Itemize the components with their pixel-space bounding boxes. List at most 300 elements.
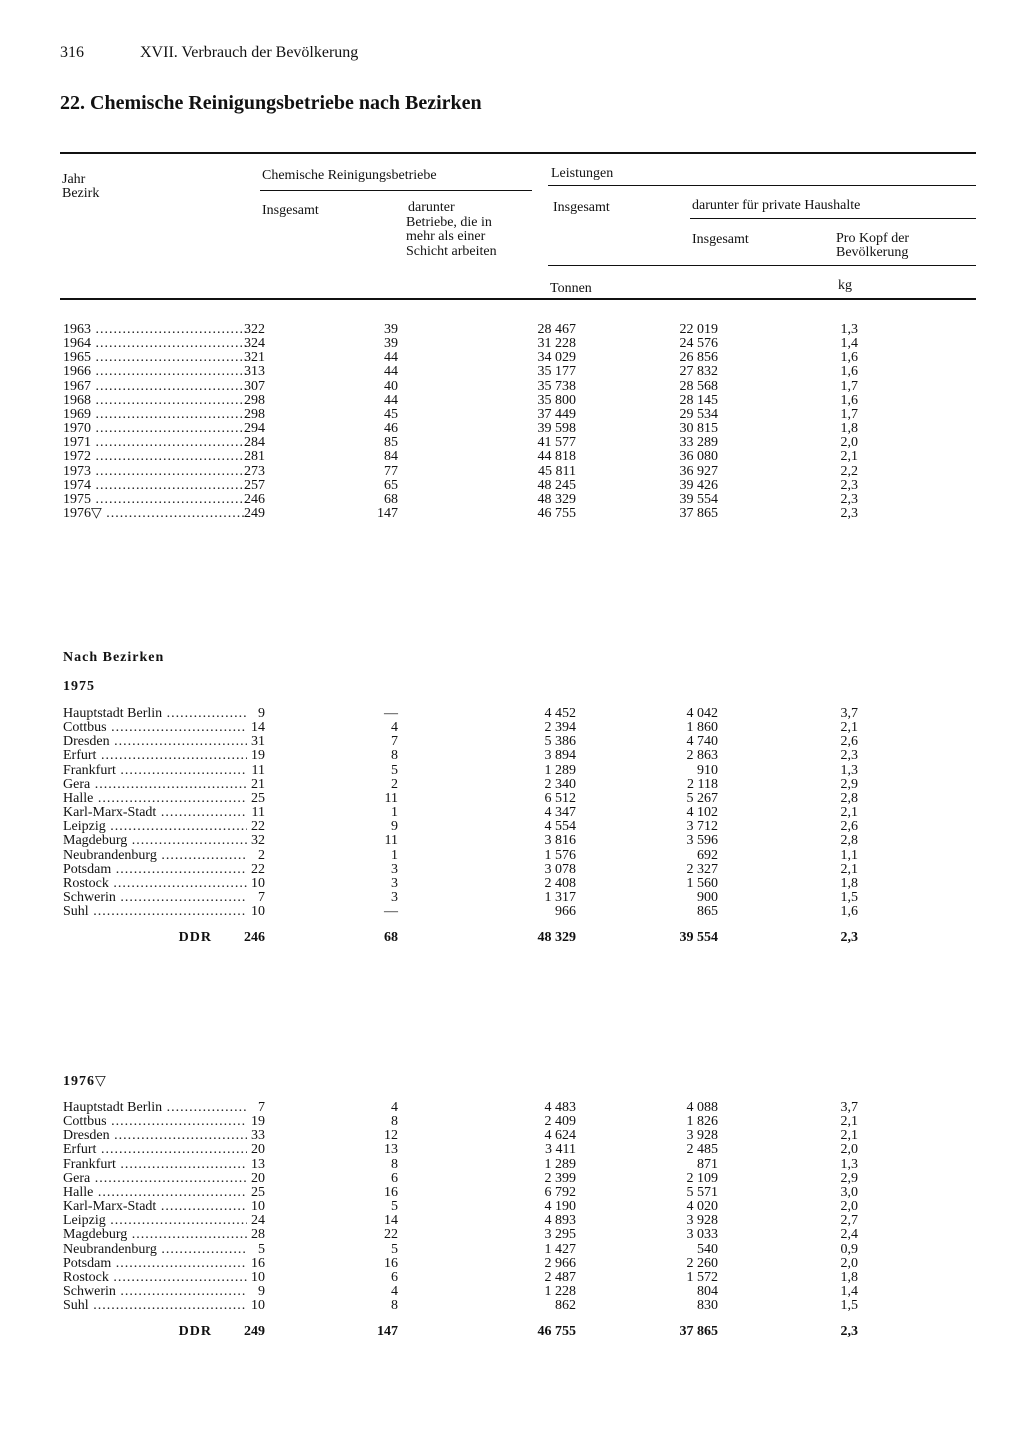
pro-kopf: 2,4 xyxy=(840,1227,858,1243)
table-row xyxy=(0,849,1000,863)
leistungen-insgesamt: 4 554 xyxy=(544,819,576,835)
leistungen-insgesamt: 28 467 xyxy=(537,322,576,337)
row-label: 1963 ..... xyxy=(63,323,247,337)
table-row xyxy=(0,863,1000,877)
leistungen-insgesamt: 4 483 xyxy=(544,1100,576,1115)
leistungen-insgesamt: 48 245 xyxy=(537,477,576,493)
table-row xyxy=(0,877,1000,891)
betriebe-insgesamt: 321 xyxy=(244,350,265,366)
pro-kopf: 1,6 xyxy=(840,364,858,380)
haushalte-insgesamt: 4 020 xyxy=(686,1199,718,1215)
table-row xyxy=(0,806,1000,820)
pro-kopf: 1,6 xyxy=(840,350,858,366)
pro-kopf: 3,7 xyxy=(840,1100,858,1115)
table-row xyxy=(0,365,1000,379)
betriebe-insgesamt: 10 xyxy=(251,1269,265,1285)
haushalte-insgesamt: 4 088 xyxy=(686,1100,718,1115)
leistungen-insgesamt: 41 577 xyxy=(537,435,576,451)
haushalte-insgesamt: 3 928 xyxy=(686,1128,718,1144)
row-label: Magdeburg ..... xyxy=(63,1228,247,1242)
betriebe-insgesamt: 273 xyxy=(244,463,265,479)
pro-kopf: 2,3 xyxy=(840,748,858,764)
page-number: 316 xyxy=(60,44,84,61)
leistungen-insgesamt: 2 394 xyxy=(544,720,576,736)
leistungen-insgesamt: 1 289 xyxy=(544,1156,576,1172)
row-label: 1968 ..... xyxy=(63,394,247,408)
unit-top-rule xyxy=(548,265,976,266)
header-prokopf-2: Bevölkerung xyxy=(836,245,909,260)
row-label: 1969 ..... xyxy=(63,408,247,422)
betriebe-insgesamt: 7 xyxy=(258,889,265,905)
haushalte-insgesamt: 2 485 xyxy=(686,1142,718,1158)
pro-kopf: 2,9 xyxy=(840,776,858,792)
table-row xyxy=(0,1257,1000,1271)
haushalte-insgesamt: 1 560 xyxy=(686,875,718,891)
table-row xyxy=(0,1186,1000,1200)
betriebe-insgesamt: 284 xyxy=(244,435,265,451)
leistungen-insgesamt: 4 190 xyxy=(544,1199,576,1215)
betriebe-insgesamt: 10 xyxy=(251,875,265,891)
leistungen-insgesamt: 4 347 xyxy=(544,805,576,821)
leistungen-insgesamt: 1 427 xyxy=(544,1241,576,1257)
section-nach-bezirken: Nach Bezirken xyxy=(63,650,165,665)
betriebe-insgesamt: 298 xyxy=(244,406,265,422)
betriebe-schicht: 40 xyxy=(384,378,398,394)
haushalte-insgesamt: 1 860 xyxy=(686,720,718,736)
header-leistungen-insgesamt: Insgesamt xyxy=(553,200,610,215)
haushalte-insgesamt: 2 118 xyxy=(687,776,718,792)
betriebe-insgesamt: 22 xyxy=(251,861,265,877)
row-label: Rostock ..... xyxy=(63,1271,247,1285)
leistungen-insgesamt: 31 228 xyxy=(537,336,576,352)
row-label: Erfurt ..... xyxy=(63,1143,247,1157)
pro-kopf: 2,1 xyxy=(840,449,858,465)
leistungen-insgesamt: 3 894 xyxy=(544,748,576,764)
pro-kopf: 1,6 xyxy=(840,904,858,920)
pro-kopf: 1,4 xyxy=(840,1283,858,1299)
betriebe-schicht: 5 xyxy=(391,1199,398,1215)
leistungen-insgesamt: 3 295 xyxy=(544,1227,576,1243)
row-label: Potsdam ..... xyxy=(63,1257,247,1271)
table-row xyxy=(0,422,1000,436)
haushalte-insgesamt: 37 865 xyxy=(679,505,718,521)
betriebe-insgesamt: 249 xyxy=(244,1324,265,1339)
betriebe-schicht: 77 xyxy=(384,463,398,479)
betriebe-insgesamt: 19 xyxy=(251,748,265,764)
pro-kopf: 1,8 xyxy=(840,875,858,891)
table-row xyxy=(0,834,1000,848)
betriebe-schicht: 8 xyxy=(391,1298,398,1314)
leistungen-insgesamt: 2 340 xyxy=(544,776,576,792)
leistungen-insgesamt: 48 329 xyxy=(537,491,576,507)
haushalte-insgesamt: 37 865 xyxy=(679,1324,718,1339)
leistungen-insgesamt: 4 452 xyxy=(544,706,576,721)
pro-kopf: 1,3 xyxy=(840,322,858,337)
row-label: Suhl ..... xyxy=(63,1299,247,1313)
pro-kopf: 2,7 xyxy=(840,1213,858,1229)
leistungen-insgesamt: 2 408 xyxy=(544,875,576,891)
betriebe-schicht: 13 xyxy=(384,1142,398,1158)
betriebe-insgesamt: 246 xyxy=(244,491,265,507)
table-row xyxy=(0,1143,1000,1157)
haushalte-insgesamt: 4 042 xyxy=(686,706,718,721)
betriebe-schicht: 1 xyxy=(391,847,398,863)
betriebe-schicht: 39 xyxy=(384,322,398,337)
leistungen-insgesamt: 1 289 xyxy=(544,762,576,778)
row-label: Karl-Marx-Stadt ..... xyxy=(63,1200,247,1214)
leistungen-insgesamt: 4 893 xyxy=(544,1213,576,1229)
row-label: Karl-Marx-Stadt ..... xyxy=(63,806,247,820)
table-row xyxy=(0,707,1000,721)
table-row xyxy=(0,905,1000,919)
leistungen-insgesamt: 2 409 xyxy=(544,1114,576,1130)
betriebe-insgesamt: 322 xyxy=(244,322,265,337)
betriebe-insgesamt: 10 xyxy=(251,1199,265,1215)
haushalte-insgesamt: 28 145 xyxy=(679,392,718,408)
total-row xyxy=(0,931,1000,945)
row-label: Neubrandenburg ..... xyxy=(63,849,247,863)
header-schicht-1: darunter xyxy=(408,200,455,215)
betriebe-schicht: 44 xyxy=(384,392,398,408)
leistungen-insgesamt: 37 449 xyxy=(537,406,576,422)
row-label: Halle ..... xyxy=(63,792,247,806)
betriebe-schicht: 147 xyxy=(377,505,398,521)
betriebe-schicht: 11 xyxy=(384,790,398,806)
leistungen-insgesamt: 862 xyxy=(555,1298,576,1314)
haushalte-insgesamt: 26 856 xyxy=(679,350,718,366)
betriebe-insgesamt: 25 xyxy=(251,790,265,806)
header-prokopf-1: Pro Kopf der xyxy=(836,231,910,246)
betriebe-schicht: 8 xyxy=(391,1114,398,1130)
haushalte-insgesamt: 30 815 xyxy=(679,421,718,437)
betriebe-schicht: 84 xyxy=(384,449,398,465)
leistungen-insgesamt: 1 228 xyxy=(544,1283,576,1299)
leistungen-insgesamt: 46 755 xyxy=(537,1324,576,1339)
table-title: 22. Chemische Reinigungsbetriebe nach Bezirken xyxy=(60,92,482,114)
betriebe-schicht: 8 xyxy=(391,1156,398,1172)
haushalte-insgesamt: 3 712 xyxy=(686,819,718,835)
block-1976-year: 1976▽ xyxy=(63,1074,107,1089)
row-label: Cottbus ..... xyxy=(63,1115,247,1129)
haushalte-insgesamt: 5 267 xyxy=(686,790,718,806)
leistungen-insgesamt: 1 576 xyxy=(544,847,576,863)
haushalte-insgesamt: 910 xyxy=(697,762,718,778)
leistungen-insgesamt: 2 487 xyxy=(544,1269,576,1285)
betriebe-insgesamt: 313 xyxy=(244,364,265,380)
pro-kopf: 1,3 xyxy=(840,1156,858,1172)
haushalte-insgesamt: 3 033 xyxy=(686,1227,718,1243)
betriebe-schicht: 16 xyxy=(384,1255,398,1271)
header-betriebe-insgesamt: Insgesamt xyxy=(262,203,319,218)
betriebe-insgesamt: 32 xyxy=(251,833,265,849)
table-row xyxy=(0,1285,1000,1299)
betriebe-insgesamt: 257 xyxy=(244,477,265,493)
pro-kopf: 1,7 xyxy=(840,406,858,422)
pro-kopf: 2,3 xyxy=(840,1324,858,1339)
haushalte-insgesamt: 5 571 xyxy=(686,1184,718,1200)
row-label: Dresden ..... xyxy=(63,735,247,749)
table-row xyxy=(0,1115,1000,1129)
haushalte-insgesamt: 804 xyxy=(697,1283,718,1299)
header-leistungen-group: Leistungen xyxy=(551,166,614,181)
chapter-title: XVII. Verbrauch der Bevölkerung xyxy=(140,44,359,61)
header-jahr: Jahr xyxy=(62,172,86,187)
row-label: Halle ..... xyxy=(63,1186,247,1200)
haushalte-insgesamt: 2 863 xyxy=(686,748,718,764)
betriebe-insgesamt: 10 xyxy=(251,1298,265,1314)
betriebe-insgesamt: 21 xyxy=(251,776,265,792)
betriebe-schicht: 7 xyxy=(391,734,398,750)
haushalte-insgesamt: 1 826 xyxy=(686,1114,718,1130)
haushalte-insgesamt: 692 xyxy=(697,847,718,863)
betriebe-insgesamt: 19 xyxy=(251,1114,265,1130)
betriebe-schicht: 44 xyxy=(384,364,398,380)
betriebe-insgesamt: 16 xyxy=(251,1255,265,1271)
table-row xyxy=(0,450,1000,464)
pro-kopf: 2,9 xyxy=(840,1170,858,1186)
betriebe-schicht: — xyxy=(384,904,398,920)
table-row xyxy=(0,749,1000,763)
leistungen-insgesamt: 966 xyxy=(555,904,576,920)
table-row xyxy=(0,1299,1000,1313)
betriebe-schicht: 39 xyxy=(384,336,398,352)
row-label: 1971 ..... xyxy=(63,436,247,450)
header-schicht-2: Betriebe, die in xyxy=(406,215,492,230)
row-label: Cottbus ..... xyxy=(63,721,247,735)
betriebe-insgesamt: 10 xyxy=(251,904,265,920)
pro-kopf: 2,1 xyxy=(840,1128,858,1144)
betriebe-insgesamt: 13 xyxy=(251,1156,265,1172)
pro-kopf: 3,7 xyxy=(840,706,858,721)
pro-kopf: 2,1 xyxy=(840,720,858,736)
row-label: 1973 ..... xyxy=(63,465,247,479)
betriebe-insgesamt: 281 xyxy=(244,449,265,465)
haushalte-insgesamt: 36 927 xyxy=(679,463,718,479)
table-row xyxy=(0,507,1000,521)
haushalte-insgesamt: 39 554 xyxy=(679,491,718,507)
haushalte-insgesamt: 3 596 xyxy=(686,833,718,849)
betriebe-schicht: 3 xyxy=(391,889,398,905)
haushalte-insgesamt: 28 568 xyxy=(679,378,718,394)
betriebe-insgesamt: 11 xyxy=(251,805,265,821)
betriebe-insgesamt: 307 xyxy=(244,378,265,394)
betriebe-schicht: 147 xyxy=(377,1324,398,1339)
haushalte-insgesamt: 2 109 xyxy=(686,1170,718,1186)
haushalte-insgesamt: 24 576 xyxy=(679,336,718,352)
betriebe-schicht: 4 xyxy=(391,1100,398,1115)
betriebe-schicht: 3 xyxy=(391,875,398,891)
row-label: 1964 ..... xyxy=(63,337,247,351)
header-haushalte-group: darunter für private Haushalte xyxy=(692,198,861,213)
betriebe-insgesamt: 294 xyxy=(244,421,265,437)
betriebe-schicht: 11 xyxy=(384,833,398,849)
leistungen-insgesamt: 5 386 xyxy=(544,734,576,750)
row-label: Suhl ..... xyxy=(63,905,247,919)
leistungen-insgesamt: 3 816 xyxy=(544,833,576,849)
header-bottom-rule xyxy=(60,298,976,300)
pro-kopf: 1,1 xyxy=(840,847,858,863)
leistungen-insgesamt: 44 818 xyxy=(537,449,576,465)
table-row xyxy=(0,721,1000,735)
row-label: Gera ..... xyxy=(63,1172,247,1186)
row-label: 1972 ..... xyxy=(63,450,247,464)
table-row xyxy=(0,1214,1000,1228)
betriebe-schicht: 68 xyxy=(384,491,398,507)
header-betriebe-group: Chemische Reinigungsbetriebe xyxy=(262,168,437,183)
haushalte-insgesamt: 871 xyxy=(697,1156,718,1172)
betriebe-schicht: — xyxy=(384,706,398,721)
betriebe-insgesamt: 7 xyxy=(258,1100,265,1115)
unit-tonnen: Tonnen xyxy=(550,281,592,296)
haushalte-insgesamt: 27 832 xyxy=(679,364,718,380)
betriebe-schicht: 46 xyxy=(384,421,398,437)
row-label: DDR xyxy=(178,1324,212,1339)
betriebe-insgesamt: 22 xyxy=(251,819,265,835)
header-haushalte-insgesamt: Insgesamt xyxy=(692,232,749,247)
haushalte-insgesamt: 865 xyxy=(697,904,718,920)
pro-kopf: 2,1 xyxy=(840,861,858,877)
header-bezirk: Bezirk xyxy=(62,186,100,201)
haushalte-insgesamt: 2 327 xyxy=(686,861,718,877)
haushalte-insgesamt: 22 019 xyxy=(679,322,718,337)
betriebe-schicht: 85 xyxy=(384,435,398,451)
betriebe-insgesamt: 28 xyxy=(251,1227,265,1243)
betriebe-group-rule xyxy=(260,190,532,191)
pro-kopf: 2,0 xyxy=(840,1199,858,1215)
betriebe-schicht: 12 xyxy=(384,1128,398,1144)
pro-kopf: 1,3 xyxy=(840,762,858,778)
row-label: 1965 ..... xyxy=(63,351,247,365)
pro-kopf: 2,0 xyxy=(840,1142,858,1158)
pro-kopf: 1,5 xyxy=(840,1298,858,1314)
betriebe-schicht: 68 xyxy=(384,930,398,945)
row-label: 1966 ..... xyxy=(63,365,247,379)
table-row xyxy=(0,380,1000,394)
row-label: 1976▽ ..... xyxy=(63,507,247,521)
betriebe-schicht: 3 xyxy=(391,861,398,877)
haushalte-insgesamt: 3 928 xyxy=(686,1213,718,1229)
row-label: Frankfurt ..... xyxy=(63,1158,247,1172)
table-row xyxy=(0,1172,1000,1186)
pro-kopf: 2,3 xyxy=(840,505,858,521)
pro-kopf: 2,0 xyxy=(840,435,858,451)
row-label: Gera ..... xyxy=(63,778,247,792)
leistungen-insgesamt: 6 792 xyxy=(544,1184,576,1200)
betriebe-schicht: 5 xyxy=(391,762,398,778)
leistungen-insgesamt: 46 755 xyxy=(537,505,576,521)
haushalte-insgesamt: 29 534 xyxy=(679,406,718,422)
leistungen-insgesamt: 35 800 xyxy=(537,392,576,408)
table-row xyxy=(0,337,1000,351)
betriebe-schicht: 44 xyxy=(384,350,398,366)
table-row xyxy=(0,1228,1000,1242)
block-1975-year: 1975 xyxy=(63,679,95,694)
row-label: DDR xyxy=(178,930,212,945)
pro-kopf: 2,6 xyxy=(840,819,858,835)
pro-kopf: 2,8 xyxy=(840,833,858,849)
page-header xyxy=(60,44,358,62)
betriebe-insgesamt: 33 xyxy=(251,1128,265,1144)
row-label: Leipzig ..... xyxy=(63,1214,247,1228)
row-label: Schwerin ..... xyxy=(63,1285,247,1299)
row-label: 1970 ..... xyxy=(63,422,247,436)
haushalte-insgesamt: 540 xyxy=(697,1241,718,1257)
header-top-rule xyxy=(60,152,976,154)
pro-kopf: 2,3 xyxy=(840,477,858,493)
betriebe-schicht: 9 xyxy=(391,819,398,835)
betriebe-insgesamt: 2 xyxy=(258,847,265,863)
pro-kopf: 2,3 xyxy=(840,491,858,507)
row-label: 1974 ..... xyxy=(63,479,247,493)
betriebe-insgesamt: 249 xyxy=(244,505,265,521)
pro-kopf: 0,9 xyxy=(840,1241,858,1257)
table-row xyxy=(0,394,1000,408)
header-schicht-4: Schicht arbeiten xyxy=(406,244,497,259)
leistungen-insgesamt: 3 078 xyxy=(544,861,576,877)
pro-kopf: 1,8 xyxy=(840,1269,858,1285)
row-label: Frankfurt ..... xyxy=(63,764,247,778)
haushalte-insgesamt: 4 740 xyxy=(686,734,718,750)
betriebe-schicht: 4 xyxy=(391,1283,398,1299)
table-row xyxy=(0,778,1000,792)
row-label: Erfurt ..... xyxy=(63,749,247,763)
table-row xyxy=(0,1271,1000,1285)
betriebe-insgesamt: 14 xyxy=(251,720,265,736)
haushalte-insgesamt: 830 xyxy=(697,1298,718,1314)
pro-kopf: 1,4 xyxy=(840,336,858,352)
betriebe-schicht: 16 xyxy=(384,1184,398,1200)
betriebe-schicht: 22 xyxy=(384,1227,398,1243)
betriebe-insgesamt: 5 xyxy=(258,1241,265,1257)
pro-kopf: 2,0 xyxy=(840,1255,858,1271)
leistungen-insgesamt: 39 598 xyxy=(537,421,576,437)
table-row xyxy=(0,891,1000,905)
pro-kopf: 3,0 xyxy=(840,1184,858,1200)
betriebe-insgesamt: 11 xyxy=(251,762,265,778)
row-label: 1975 ..... xyxy=(63,493,247,507)
betriebe-schicht: 65 xyxy=(384,477,398,493)
betriebe-schicht: 4 xyxy=(391,720,398,736)
leistungen-insgesamt: 3 411 xyxy=(545,1142,576,1158)
leistungen-insgesamt: 2 399 xyxy=(544,1170,576,1186)
table-row xyxy=(0,436,1000,450)
haushalte-insgesamt: 900 xyxy=(697,889,718,905)
table-row xyxy=(0,479,1000,493)
table-row xyxy=(0,408,1000,422)
betriebe-insgesamt: 246 xyxy=(244,930,265,945)
pro-kopf: 1,6 xyxy=(840,392,858,408)
table-row xyxy=(0,493,1000,507)
betriebe-schicht: 5 xyxy=(391,1241,398,1257)
leistungen-insgesamt: 1 317 xyxy=(544,889,576,905)
betriebe-insgesamt: 25 xyxy=(251,1184,265,1200)
betriebe-schicht: 2 xyxy=(391,776,398,792)
table-row xyxy=(0,792,1000,806)
pro-kopf: 2,2 xyxy=(840,463,858,479)
betriebe-insgesamt: 298 xyxy=(244,392,265,408)
betriebe-insgesamt: 324 xyxy=(244,336,265,352)
row-label: Potsdam ..... xyxy=(63,863,247,877)
table-row xyxy=(0,465,1000,479)
table-row xyxy=(0,820,1000,834)
table-row xyxy=(0,1101,1000,1115)
betriebe-schicht: 1 xyxy=(391,805,398,821)
pro-kopf: 1,7 xyxy=(840,378,858,394)
haushalte-insgesamt: 39 426 xyxy=(679,477,718,493)
betriebe-schicht: 6 xyxy=(391,1170,398,1186)
haushalte-insgesamt: 39 554 xyxy=(679,930,718,945)
leistungen-insgesamt: 2 966 xyxy=(544,1255,576,1271)
